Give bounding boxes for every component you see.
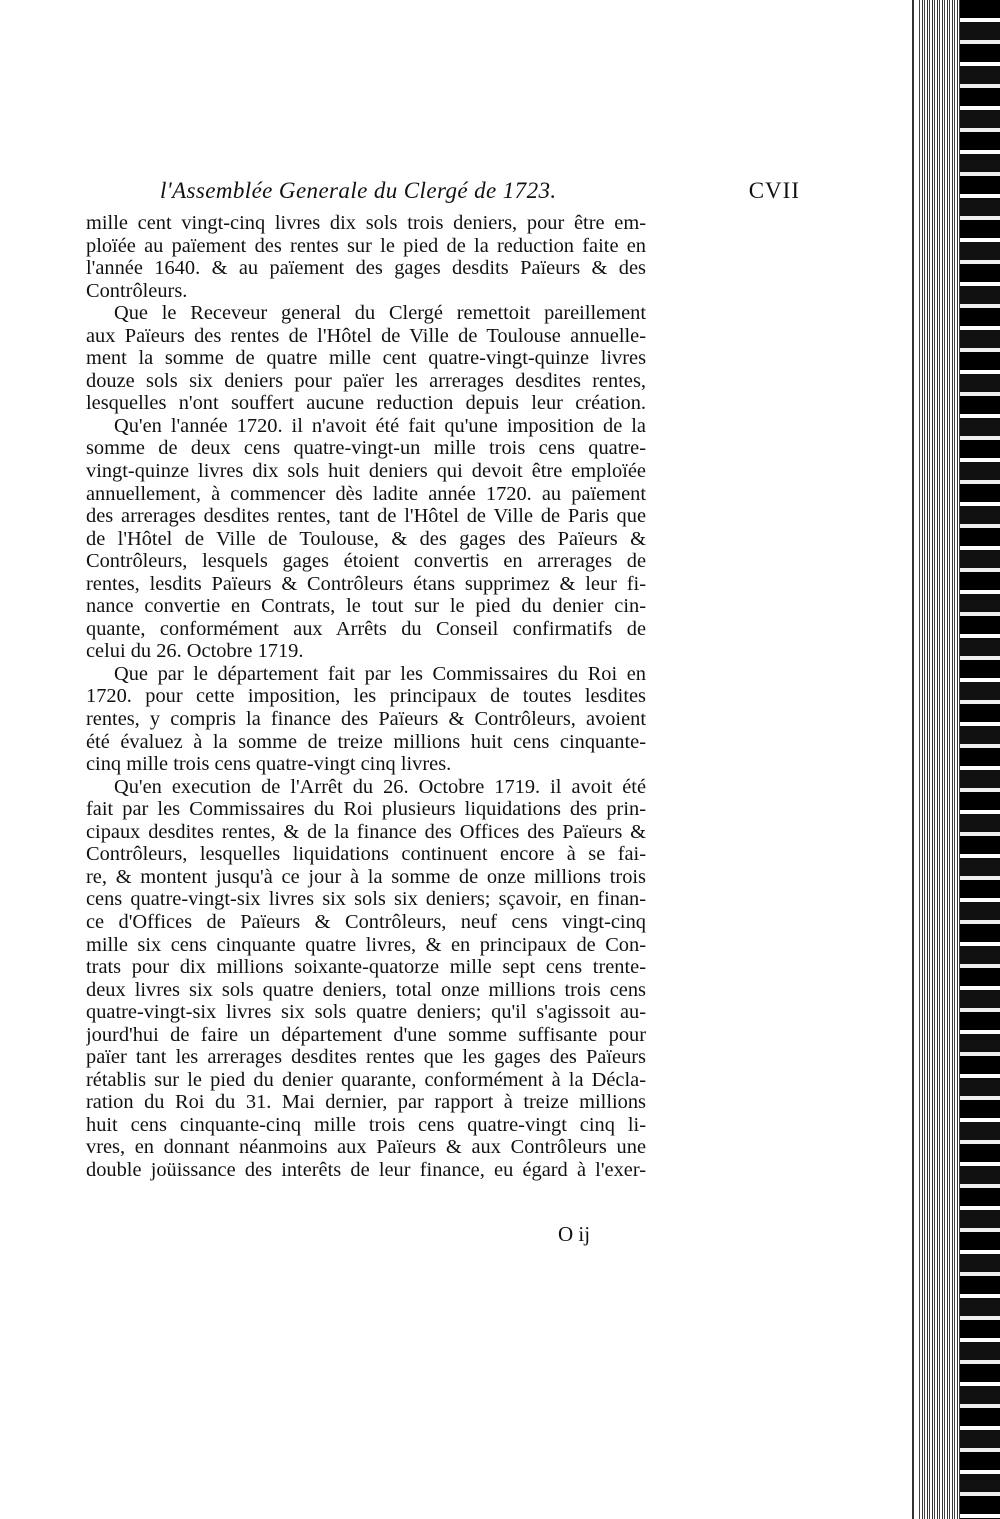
text-line: double joüissance des interêts de leur finance, eu égard à l'exer- bbox=[86, 1158, 646, 1181]
text-line: trats pour dix millions soixante-quatorze mille sept cens trente- bbox=[86, 956, 646, 979]
text-line: fait par les Commissaires du Roi plusieurs liquidations des prin- bbox=[86, 798, 646, 821]
text-line: re, & montent jusqu'à ce jour à la somme de onze millions trois bbox=[86, 865, 646, 888]
text-line: des arrerages desdites rentes, tant de l'Hôtel de Ville de Paris que bbox=[86, 505, 646, 528]
text-line: Contrôleurs, lesquelles liquidations continuent encore à se fai- bbox=[86, 843, 646, 866]
text-line: Qu'en l'année 1720. il n'avoit été fait qu'une imposition de la bbox=[114, 414, 646, 437]
text-line: vres, en donnant néanmoins aux Païeurs & aux Contrôleurs une bbox=[86, 1136, 646, 1159]
text-line: Contrôleurs, lesquels gages étoient convertis en arrerages de bbox=[86, 550, 646, 573]
text-line: nance convertie en Contrats, le tout sur le pied du denier cin- bbox=[86, 595, 646, 618]
text-line: Que par le département fait par les Commissaires du Roi en bbox=[114, 662, 646, 685]
text-line: lesquelles n'ont souffert aucune reduction depuis leur création. bbox=[86, 392, 646, 415]
text-line: ment la somme de quatre mille cent quatre-vingt-quinze livres bbox=[86, 347, 646, 370]
text-line: païer tant les arrerages desdites rentes que les gages des Païeurs bbox=[86, 1046, 646, 1069]
page-gutter-line bbox=[912, 0, 914, 1519]
text-line: mille cent vingt-cinq livres dix sols trois deniers, pour être em- bbox=[86, 212, 646, 234]
text-line: cinq mille trois cens quatre-vingt cinq livres. bbox=[86, 753, 452, 776]
text-line: somme de deux cens quatre-vingt-un mille trois cens quatre- bbox=[86, 437, 646, 460]
text-line: ce d'Offices de Païeurs & Contrôleurs, neuf cens vingt-cinq bbox=[86, 910, 646, 933]
text-line: ploïée au païement des rentes sur le pied de la reduction faite en bbox=[86, 234, 646, 257]
text-line: Contrôleurs. bbox=[86, 279, 188, 302]
folio-number: CVII bbox=[748, 178, 800, 203]
text-line: celui du 26. Octobre 1719. bbox=[86, 640, 304, 663]
text-line: 1720. pour cette imposition, les principaux de toutes lesdites bbox=[86, 685, 646, 708]
page-edge-dark bbox=[960, 0, 1000, 1519]
text-line: jourd'hui de faire un département d'une somme suffisante pour bbox=[86, 1023, 646, 1046]
text-line: quatre-vingt-six livres six sols quatre deniers; qu'il s'agissoit au- bbox=[86, 1001, 646, 1024]
text-line: rétablis sur le pied du denier quarante, conformément à la Décla- bbox=[86, 1068, 646, 1091]
text-line: quante, conformément aux Arrêts du Conseil confirmatifs de bbox=[86, 617, 646, 640]
text-line: ration du Roi du 31. Mai dernier, par rapport à treize millions bbox=[86, 1091, 646, 1114]
text-line: cipaux desdites rentes, & de la finance des Offices des Païeurs & bbox=[86, 820, 646, 843]
text-line: rentes, lesdits Païeurs & Contrôleurs étans supprimez & leur fi- bbox=[86, 572, 646, 595]
text-line: l'année 1640. & au païement des gages desdits Païeurs & des bbox=[86, 257, 646, 280]
body-text bbox=[86, 212, 646, 1182]
text-line: annuellement, à commencer dès ladite année 1720. au païement bbox=[86, 482, 646, 505]
text-line: vingt-quinze livres dix sols huit deniers qui devoit être emploïée bbox=[86, 460, 646, 483]
text-line: Qu'en execution de l'Arrêt du 26. Octobre 1719. il avoit été bbox=[114, 775, 646, 798]
text-line: Que le Receveur general du Clergé remettoit pareillement bbox=[114, 302, 646, 325]
text-line: cens quatre-vingt-six livres six sols six deniers; sçavoir, en finan- bbox=[86, 888, 646, 911]
catchword: O ij bbox=[558, 1222, 591, 1246]
running-header bbox=[160, 178, 800, 210]
text-line: deux livres six sols quatre deniers, total onze millions trois cens bbox=[86, 978, 646, 1001]
text-line: de l'Hôtel de Ville de Toulouse, & des gages des Païeurs & bbox=[86, 527, 646, 550]
text-line: aux Païeurs des rentes de l'Hôtel de Ville de Toulouse annuelle- bbox=[86, 324, 646, 347]
text-line: mille six cens cinquante quatre livres, & en principaux de Con- bbox=[86, 933, 646, 956]
text-line: huit cens cinquante-cinq mille trois cens quatre-vingt cinq li- bbox=[86, 1113, 646, 1136]
text-line: rentes, y compris la finance des Païeurs & Contrôleurs, avoient bbox=[86, 708, 646, 731]
text-line: douze sols six deniers pour païer les arrerages desdites rentes, bbox=[86, 369, 646, 392]
text-line: été évaluez à la somme de treize millions huit cens cinquante- bbox=[86, 730, 646, 753]
running-title: l'Assemblée Generale du Clergé de 1723. bbox=[160, 178, 557, 203]
